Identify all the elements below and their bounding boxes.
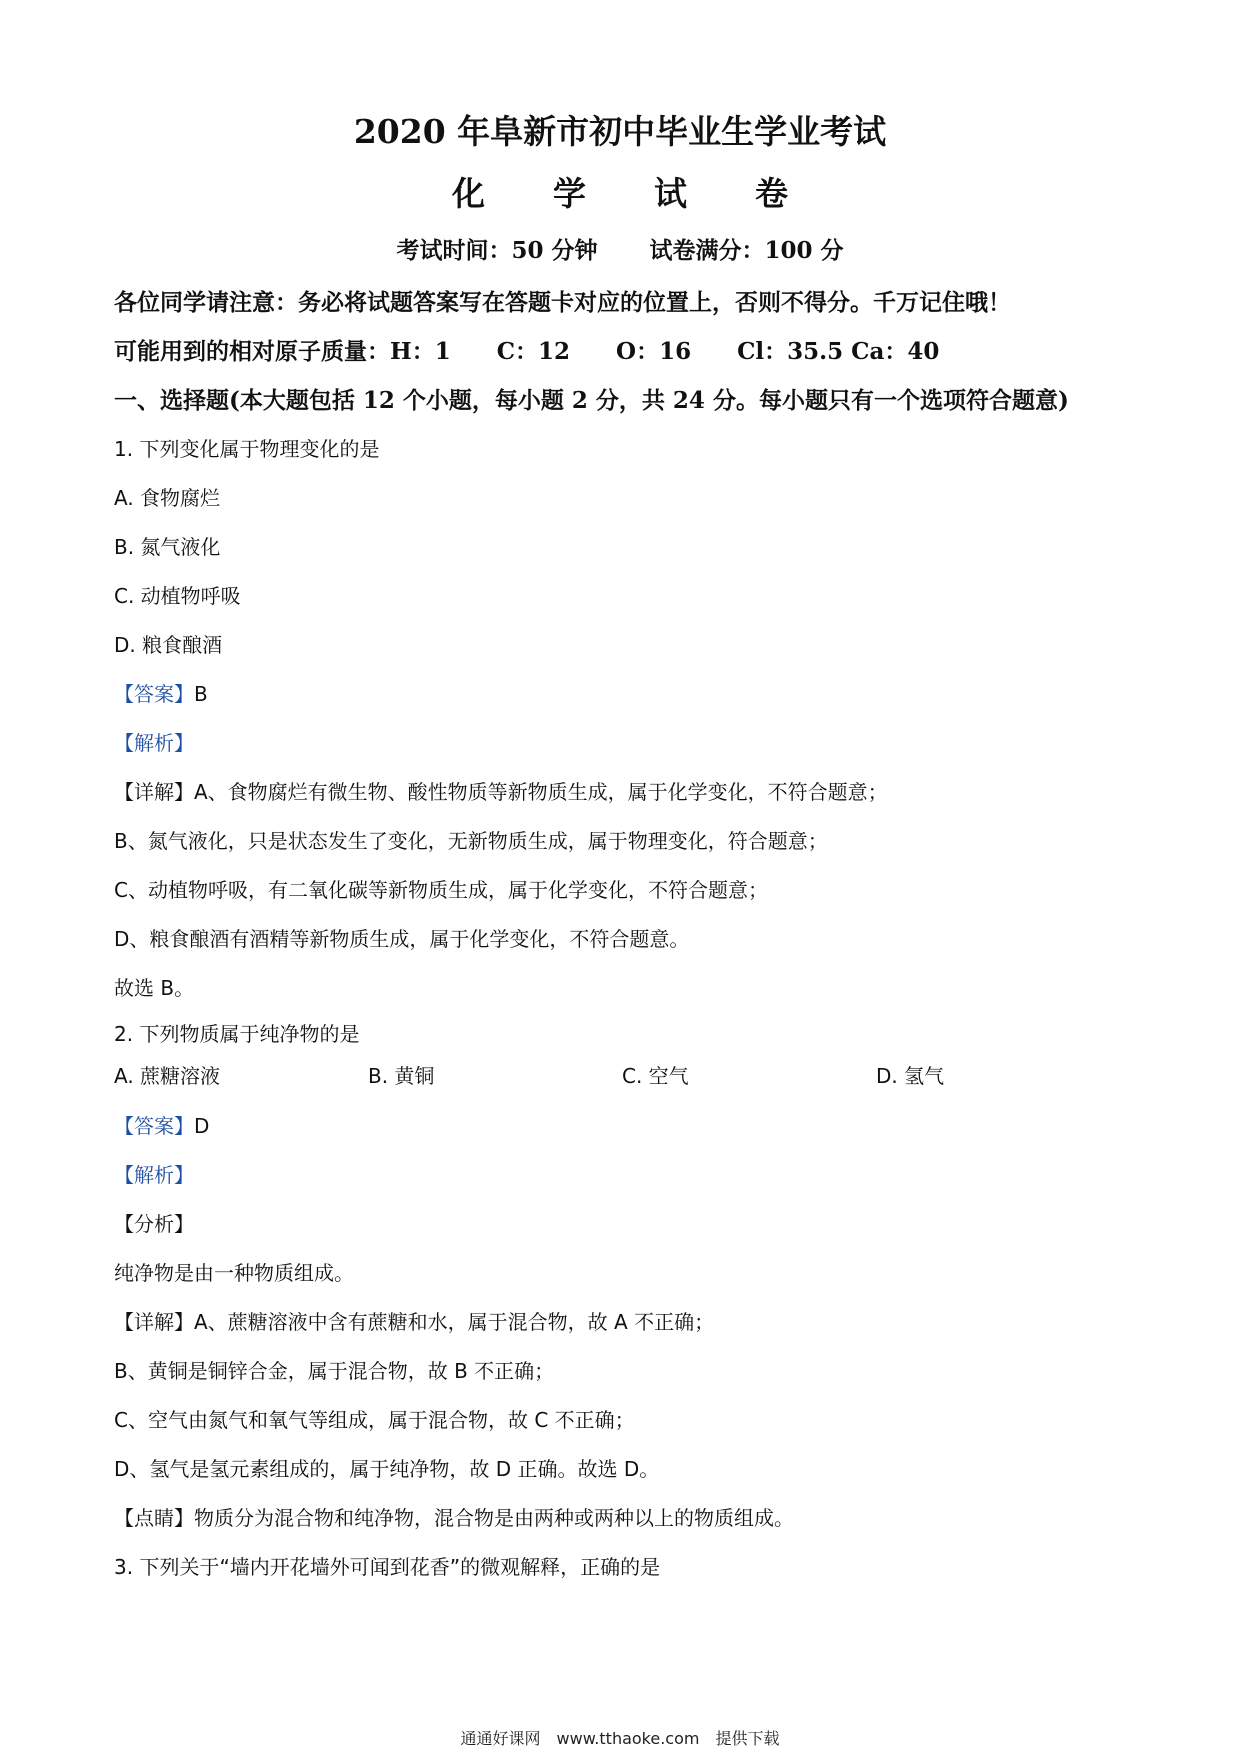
page-footer: 通通好课网 www.tthaoke.com 提供下载 xyxy=(460,1729,780,1748)
q2-option-a: A. 蔗糖溶液 xyxy=(114,1064,221,1088)
exam-time: 考试时间：50 分钟 xyxy=(396,237,598,264)
q2-stem: 2. 下列物质属于纯净物的是 xyxy=(114,1022,360,1046)
exam-subtitle: 化学试卷 xyxy=(452,174,856,213)
q1-stem: 1. 下列变化属于物理变化的是 xyxy=(114,437,380,461)
q2-dianjing: 【点睛】物质分为混合物和纯净物，混合物是由两种或两种以上的物质组成。 xyxy=(114,1506,794,1530)
q2-option-b: B. 黄铜 xyxy=(368,1064,435,1088)
q1-detail-2: B、氮气液化，只是状态发生了变化，无新物质生成，属于物理变化，符合题意； xyxy=(114,829,828,853)
q1-choose: 故选 B。 xyxy=(114,976,195,1000)
q2-answer xyxy=(114,1110,209,1139)
notice: 各位同学请注意：务必将试题答案写在答题卡对应的位置上，否则不得分。千万记住哦！ xyxy=(114,289,1011,316)
q1-detail-1: 【详解】A、食物腐烂有微生物、酸性物质等新物质生成，属于化学变化，不符合题意； xyxy=(114,780,888,804)
q2-answer-value: D xyxy=(194,1114,210,1138)
q2-detail-2: B、黄铜是铜锌合金，属于混合物，故 B 不正确； xyxy=(114,1359,555,1383)
q1-option-b: B. 氮气液化 xyxy=(114,535,221,559)
q2-detail-1: 【详解】A、蔗糖溶液中含有蔗糖和水，属于混合物，故 A 不正确； xyxy=(114,1310,715,1334)
q2-option-d: D. 氢气 xyxy=(876,1064,945,1088)
q2-fenxi-tag: 【分析】 xyxy=(114,1212,194,1236)
q1-analysis-tag: 【解析】 xyxy=(114,731,194,755)
exam-meta xyxy=(0,232,1240,265)
q2-detail-3: C、空气由氮气和氧气等组成，属于混合物，故 C 不正确； xyxy=(114,1408,635,1432)
q2-option-c: C. 空气 xyxy=(622,1064,689,1088)
exam-score: 试卷满分：100 分 xyxy=(649,237,844,264)
q2-answer-tag: 【答案】 xyxy=(114,1114,194,1138)
q2-detail-4: D、氢气是氢元素组成的，属于纯净物，故 D 正确。故选 D。 xyxy=(114,1457,660,1481)
q1-option-d: D. 粮食酿酒 xyxy=(114,633,223,657)
q1-detail-3: C、动植物呼吸，有二氧化碳等新物质生成，属于化学变化，不符合题意； xyxy=(114,878,768,902)
q1-option-c: C. 动植物呼吸 xyxy=(114,584,241,608)
q2-analysis-tag: 【解析】 xyxy=(114,1163,194,1187)
section-heading: 一、选择题(本大题包括 12 个小题，每小题 2 分，共 24 分。每小题只有一个选项符合题意) xyxy=(114,387,1069,414)
q1-option-a: A. 食物腐烂 xyxy=(114,486,221,510)
atomic-mass: 可能用到的相对原子质量：H：1 C：12 O：16 Cl：35.5 Ca：40 xyxy=(114,338,940,365)
q1-detail-4: D、粮食酿酒有酒精等新物质生成，属于化学变化，不符合题意。 xyxy=(114,927,690,951)
exam-title: 2020 年阜新市初中毕业生学业考试 xyxy=(353,112,887,151)
q2-fenxi-text: 纯净物是由一种物质组成。 xyxy=(114,1261,354,1285)
q1-answer-value: B xyxy=(194,682,208,706)
q1-answer-tag: 【答案】 xyxy=(114,682,194,706)
q1-answer xyxy=(114,678,208,707)
q3-stem: 3. 下列关于“墙内开花墙外可闻到花香”的微观解释，正确的是 xyxy=(114,1555,661,1579)
